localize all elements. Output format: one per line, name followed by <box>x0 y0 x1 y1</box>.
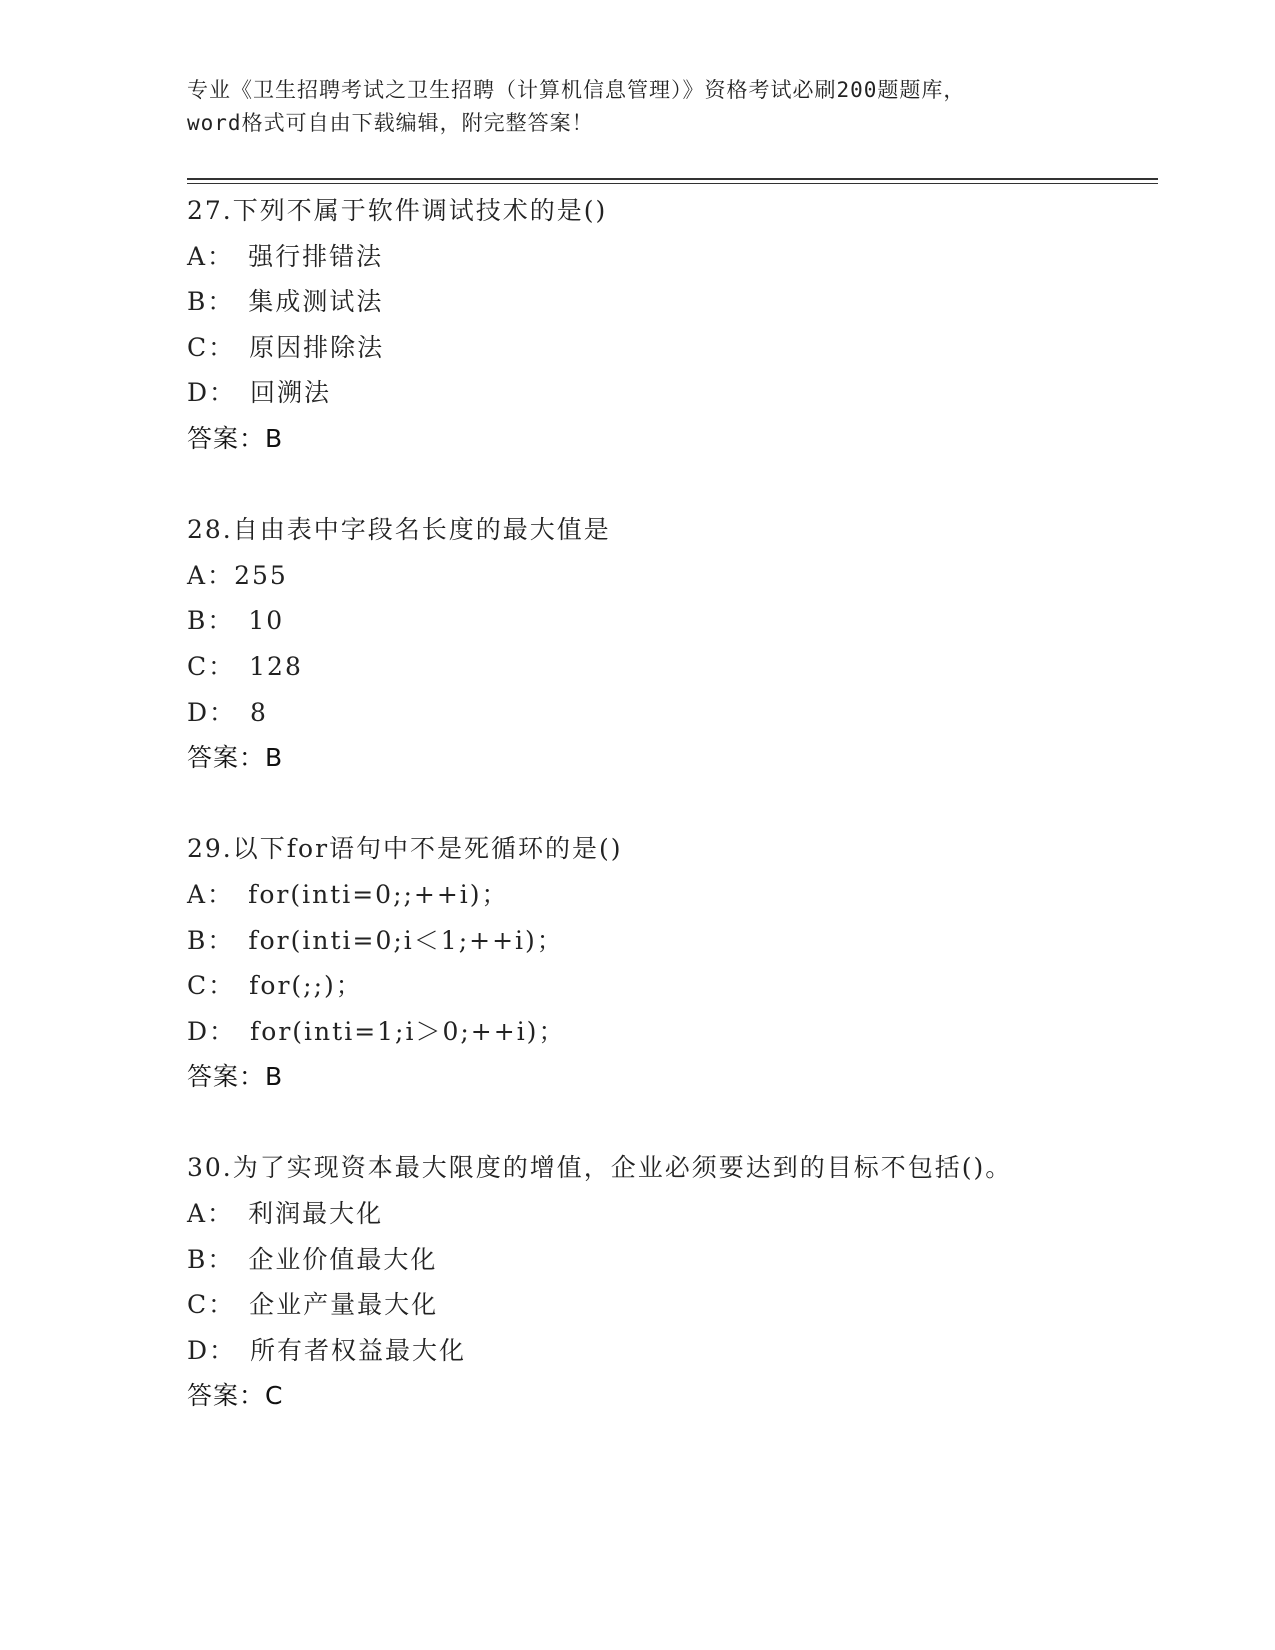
question-27 <box>187 188 1157 462</box>
option-letter: C： <box>187 651 236 681</box>
answer: 答案：B <box>187 743 284 773</box>
option-letter: B： <box>187 606 235 636</box>
option-b <box>187 1237 1157 1283</box>
option-b <box>187 918 1157 964</box>
option-letter: A： <box>187 879 235 909</box>
option-b <box>187 279 1157 325</box>
option-b <box>187 598 1157 644</box>
option-letter: B： <box>187 925 235 955</box>
option-a <box>187 1191 1157 1237</box>
question-spacer <box>187 781 1157 827</box>
answer: 答案：C <box>187 1381 284 1411</box>
question-spacer <box>187 462 1157 508</box>
header-divider-thick <box>187 178 1158 180</box>
option-text: 强行排错法 <box>248 241 384 271</box>
header-line-1: 专业《卫生招聘考试之卫生招聘（计算机信息管理）》资格考试必刷200题题库， <box>187 78 966 102</box>
option-letter: C： <box>187 971 236 1001</box>
option-letter: A： <box>187 1199 235 1229</box>
option-text: for(;;)； <box>249 971 363 1001</box>
option-text: 企业价值最大化 <box>248 1244 438 1274</box>
answer: 答案：B <box>187 423 284 453</box>
question-title: 30.为了实现资本最大限度的增值，企业必须要达到的目标不包括()。 <box>187 1153 1013 1183</box>
option-c <box>187 963 1157 1009</box>
option-d <box>187 1328 1157 1374</box>
option-letter: D： <box>187 378 237 408</box>
question-30 <box>187 1145 1157 1419</box>
option-c <box>187 325 1157 371</box>
option-d <box>187 1009 1157 1055</box>
option-text: 10 <box>248 606 285 636</box>
option-text: 利润最大化 <box>248 1199 384 1229</box>
option-letter: D： <box>187 1335 237 1365</box>
option-letter: C： <box>187 1290 236 1320</box>
header-divider-thin <box>187 183 1158 184</box>
option-letter: A： <box>187 241 235 271</box>
option-letter: B： <box>187 287 235 317</box>
option-c <box>187 644 1157 690</box>
option-text: for(inti=0;;++i)； <box>248 879 509 909</box>
option-text: 原因排除法 <box>249 332 385 362</box>
option-text: 企业产量最大化 <box>249 1290 439 1320</box>
header-line-2: word格式可自由下载编辑，附完整答案！ <box>187 111 594 135</box>
option-text: for(inti=1;i＞0;++i)； <box>250 1016 566 1046</box>
question-list <box>187 188 1157 1419</box>
option-d <box>187 690 1157 736</box>
option-letter: B： <box>187 1244 235 1274</box>
option-text: 8 <box>250 697 268 727</box>
option-letter: A： <box>187 560 235 590</box>
option-text: 255 <box>234 560 288 590</box>
document-header <box>187 74 1067 140</box>
question-title: 27.下列不属于软件调试技术的是() <box>187 196 608 225</box>
option-letter: D： <box>187 697 237 727</box>
option-d <box>187 370 1157 416</box>
question-title: 28.自由表中字段名长度的最大值是 <box>187 515 611 545</box>
answer: 答案：B <box>187 1062 284 1092</box>
option-text: 回溯法 <box>250 378 332 408</box>
option-a <box>187 553 1157 599</box>
question-28 <box>187 507 1157 781</box>
option-c <box>187 1282 1157 1328</box>
question-spacer <box>187 1100 1157 1146</box>
option-text: 128 <box>249 651 303 681</box>
option-text: 所有者权益最大化 <box>250 1335 467 1365</box>
question-29 <box>187 826 1157 1100</box>
option-a <box>187 872 1157 918</box>
option-letter: C： <box>187 332 236 362</box>
option-letter: D： <box>187 1016 237 1046</box>
option-a <box>187 234 1157 280</box>
option-text: for(inti=0;i＜1;++i)； <box>248 925 564 955</box>
option-text: 集成测试法 <box>248 287 384 317</box>
question-title: 29.以下for语句中不是死循环的是() <box>187 834 623 864</box>
